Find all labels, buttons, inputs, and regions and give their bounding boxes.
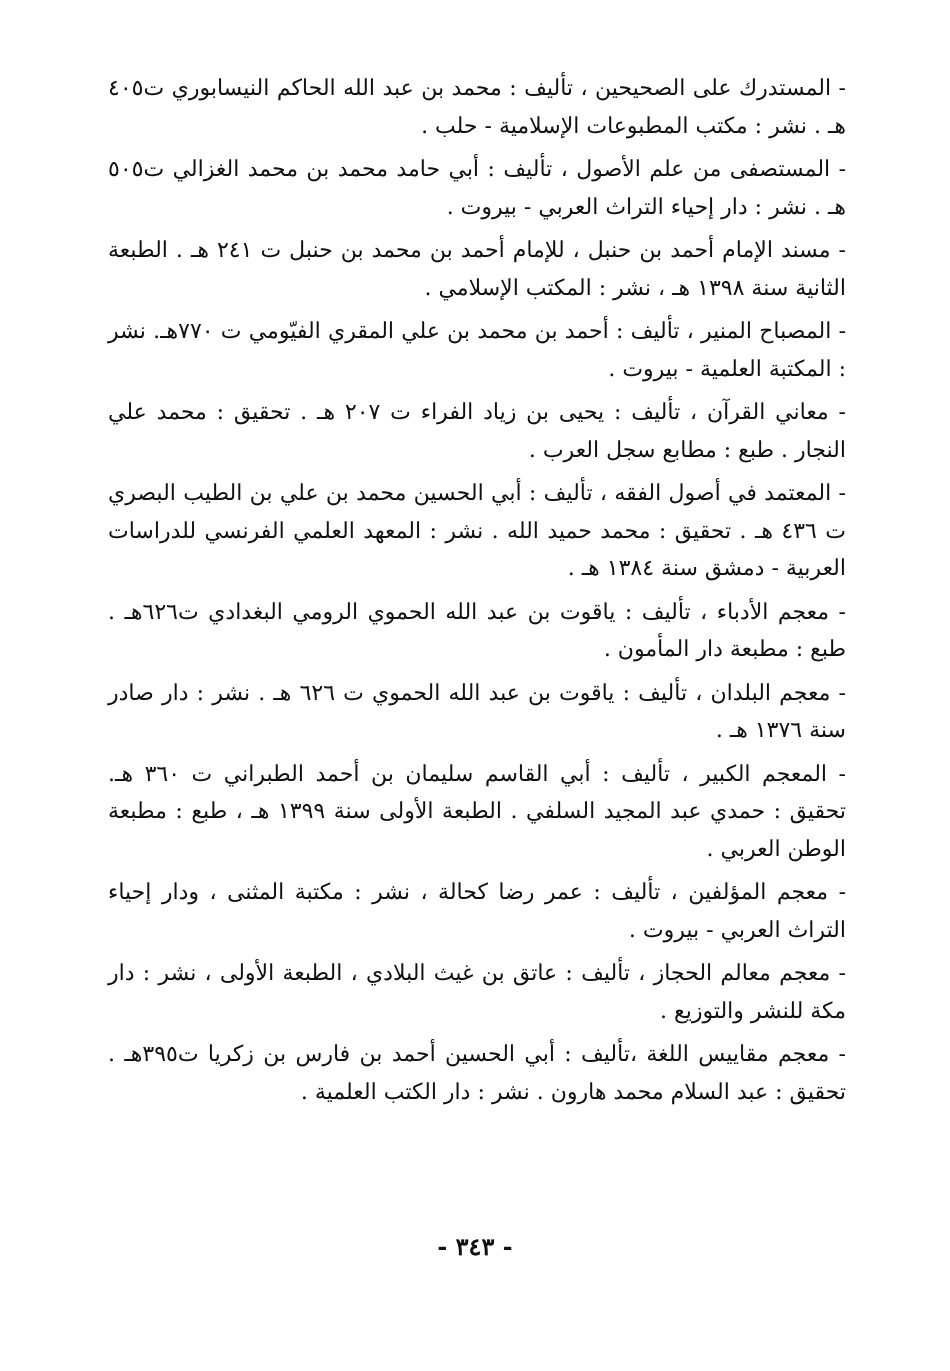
reference-entry: - المستدرك على الصحيحين ، تأليف : محمد بن عبد الله الحاكم النيسابوري ت٤٠٥ هـ . نشر : مكتب المطبوعات الإسلامية - حلب . bbox=[108, 76, 846, 139]
reference-entry: - المعجم الكبير ، تأليف : أبي القاسم سليمان بن أحمد الطبراني ت ٣٦٠ هـ. تحقيق : حمدي عبد المجيد السلفي . الطبعة الأولى سنة ١٣٩٩ هـ ، طبع : مطبعة الوطن العربي . bbox=[108, 761, 847, 862]
reference-entry: - معجم المؤلفين ، تأليف : عمر رضا كحالة ، نشر : مكتبة المثنى ، ودار إحياء التراث العربي - بيروت . bbox=[108, 880, 846, 943]
references-list bbox=[108, 70, 846, 1117]
reference-entry: - مسند الإمام أحمد بن حنبل ، للإمام أحمد بن محمد بن حنبل ت ٢٤١ هـ . الطبعة الثانية سنة ١٣٩٨ هـ ، نشر : المكتب الإسلامي . bbox=[108, 238, 846, 301]
reference-entry: - المعتمد في أصول الفقه ، تأليف : أبي الحسين محمد بن علي بن الطيب البصري ت ٤٣٦ هـ . تحقيق : محمد حميد الله . نشر : المعهد العلمي الفرنسي للدراسات العربية - دمشق سنة ١٣٨٤ هـ . bbox=[108, 481, 846, 581]
reference-entry: - المصباح المنير ، تأليف : أحمد بن محمد بن علي المقري الفيّومي ت ٧٧٠هـ. نشر : المكتبة العلمية - بيروت . bbox=[108, 319, 847, 382]
reference-entry: - معجم الأدباء ، تأليف : ياقوت بن عبد الله الحموي الرومي البغدادي ت٦٢٦هـ . طبع : مطبعة دار المأمون . bbox=[108, 599, 846, 662]
reference-entry: - معجم مقاييس اللغة ،تأليف : أبي الحسين أحمد بن فارس بن زكريا ت٣٩٥هـ . تحقيق : عبد السلام محمد هارون . نشر : دار الكتب العلمية . bbox=[108, 1042, 846, 1105]
reference-entry: - المستصفى من علم الأصول ، تأليف : أبي حامد محمد بن محمد الغزالي ت٥٠٥ هـ . نشر : دار إحياء التراث العربي - بيروت . bbox=[108, 157, 846, 220]
reference-entry: - معجم معالم الحجاز ، تأليف : عاتق بن غيث البلادي ، الطبعة الأولى ، نشر : دار مكة للنشر والتوزيع . bbox=[108, 961, 846, 1024]
reference-entry: - معاني القرآن ، تأليف : يحيى بن زياد الفراء ت ٢٠٧ هـ . تحقيق : محمد علي النجار . طبع : مطابع سجل العرب . bbox=[108, 400, 846, 463]
reference-entry: - معجم البلدان ، تأليف : ياقوت بن عبد الله الحموي ت ٦٢٦ هـ . نشر : دار صادر سنة ١٣٧٦ هـ . bbox=[108, 680, 846, 743]
page-number: - ٣٤٣ - bbox=[437, 1232, 513, 1261]
